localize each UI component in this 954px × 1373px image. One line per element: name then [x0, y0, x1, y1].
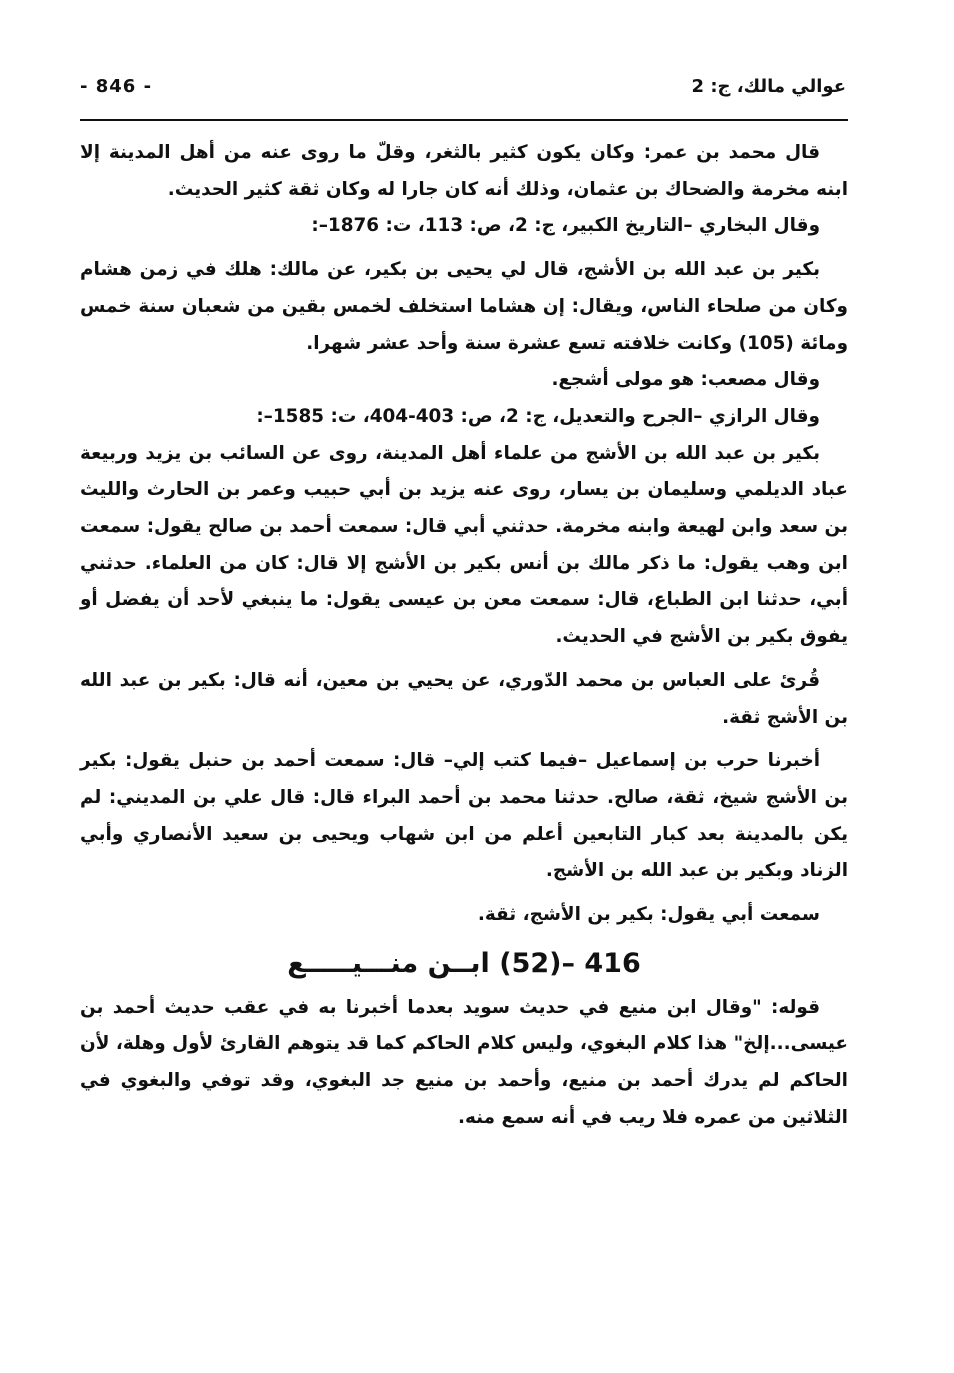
page-number: - 846 - [80, 75, 153, 97]
page-header [80, 68, 846, 104]
page-body [80, 135, 848, 1137]
paragraph-6: أخبرنا حرب بن إسماعيل –فيما كتب إلي– قال: سمعت أحمد بن حنبل يقول: بكير بن الأشج شيخ، ثقة، صالح. حدثنا محمد بن أحمد البراء قال: قال علي بن المديني: لم يكن بالمدينة بعد كبار التابعين أعلم من ابن شهاب ويحيى بن سعيد الأنصاري وأبي الزناد وبكير بن عبد الله بن الأشج. [80, 750, 848, 882]
paragraph-5: قُرئ على العباس بن محمد الدّوري، عن يحيي بن معين، أنه قال: بكير بن عبد الله بن الأشج ثقة. [80, 669, 848, 728]
closing-paragraph: قوله: "وقال ابن منيع في حديث سويد بعدما أخبرنا به في عقب حديث أحمد بن عيسى...إلخ" هذا كلام البغوي، وليس كلام الحاكم كما قد يتوهم القارئ لأول وهلة، لأن الحاكم لم يدرك أحمد بن منيع، وأحمد بن منيع جد البغوي، وقد توفي والبغوي في الثلاثين من عمره فلا ريب في أنه سمع منه. [80, 996, 848, 1128]
paragraph-4: بكير بن عبد الله بن الأشج من علماء أهل المدينة، روى عن السائب بن يزيد وربيعة عباد الديلمي وسليمان بن يسار، روى عنه يزيد بن أبي حبيب وعمر بن الحارث والليث بن سعد وابن لهيعة وابنه مخرمة. حدثني أبي قال: سمعت أحمد بن صالح يقول: سمعت ابن وهب يقول: ما ذكر مالك بن أنس بكير بن الأشج إلا قال: كان من العلماء. حدثني أبي، حدثنا ابن الطباع، قال: سمعت معن بن عيسى يقول: ما ينبغي لأحد أن يفضل أو يفوق بكير بن الأشج في الحديث. [80, 442, 848, 648]
paragraph-1: قال محمد بن عمر: وكان يكون كثير بالثغر، وقلّ ما روى عنه من أهل المدينة إلا ابنه مخرمة والضحاك بن عثمان، وذلك أنه كان جارا له وكان ثقة كثير الحديث. [80, 142, 848, 200]
paragraph-3: وقال مصعب: هو مولى أشجع. [551, 369, 820, 391]
citation-razi: وقال الرازي –الجرح والتعديل، ج: 2، ص: 403-404، ت: 1585–: [256, 405, 820, 427]
citation-bukhari: وقال البخاري –التاريخ الكبير، ج: 2، ص: 113، ت: 1876–: [311, 215, 820, 237]
paragraph-7: سمعت أبي يقول: بكير بن الأشج، ثقة. [477, 904, 820, 926]
entry-heading: 416 –(52) ابــن منـــيـــــع [287, 947, 641, 979]
header-rule [80, 119, 848, 121]
running-title: عوالي مالك، ج: 2 [691, 75, 846, 97]
paragraph-2: بكير بن عبد الله بن الأشج، قال لي يحيى بن بكير، عن مالك: هلك في زمن هشام وكان من صلحاء الناس، ويقال: إن هشاما استخلف لخمس بقين من شعبان سنة خمس ومائة (105) وكانت خلافته تسع عشرة سنة وأحد عشر شهرا. [80, 259, 848, 354]
